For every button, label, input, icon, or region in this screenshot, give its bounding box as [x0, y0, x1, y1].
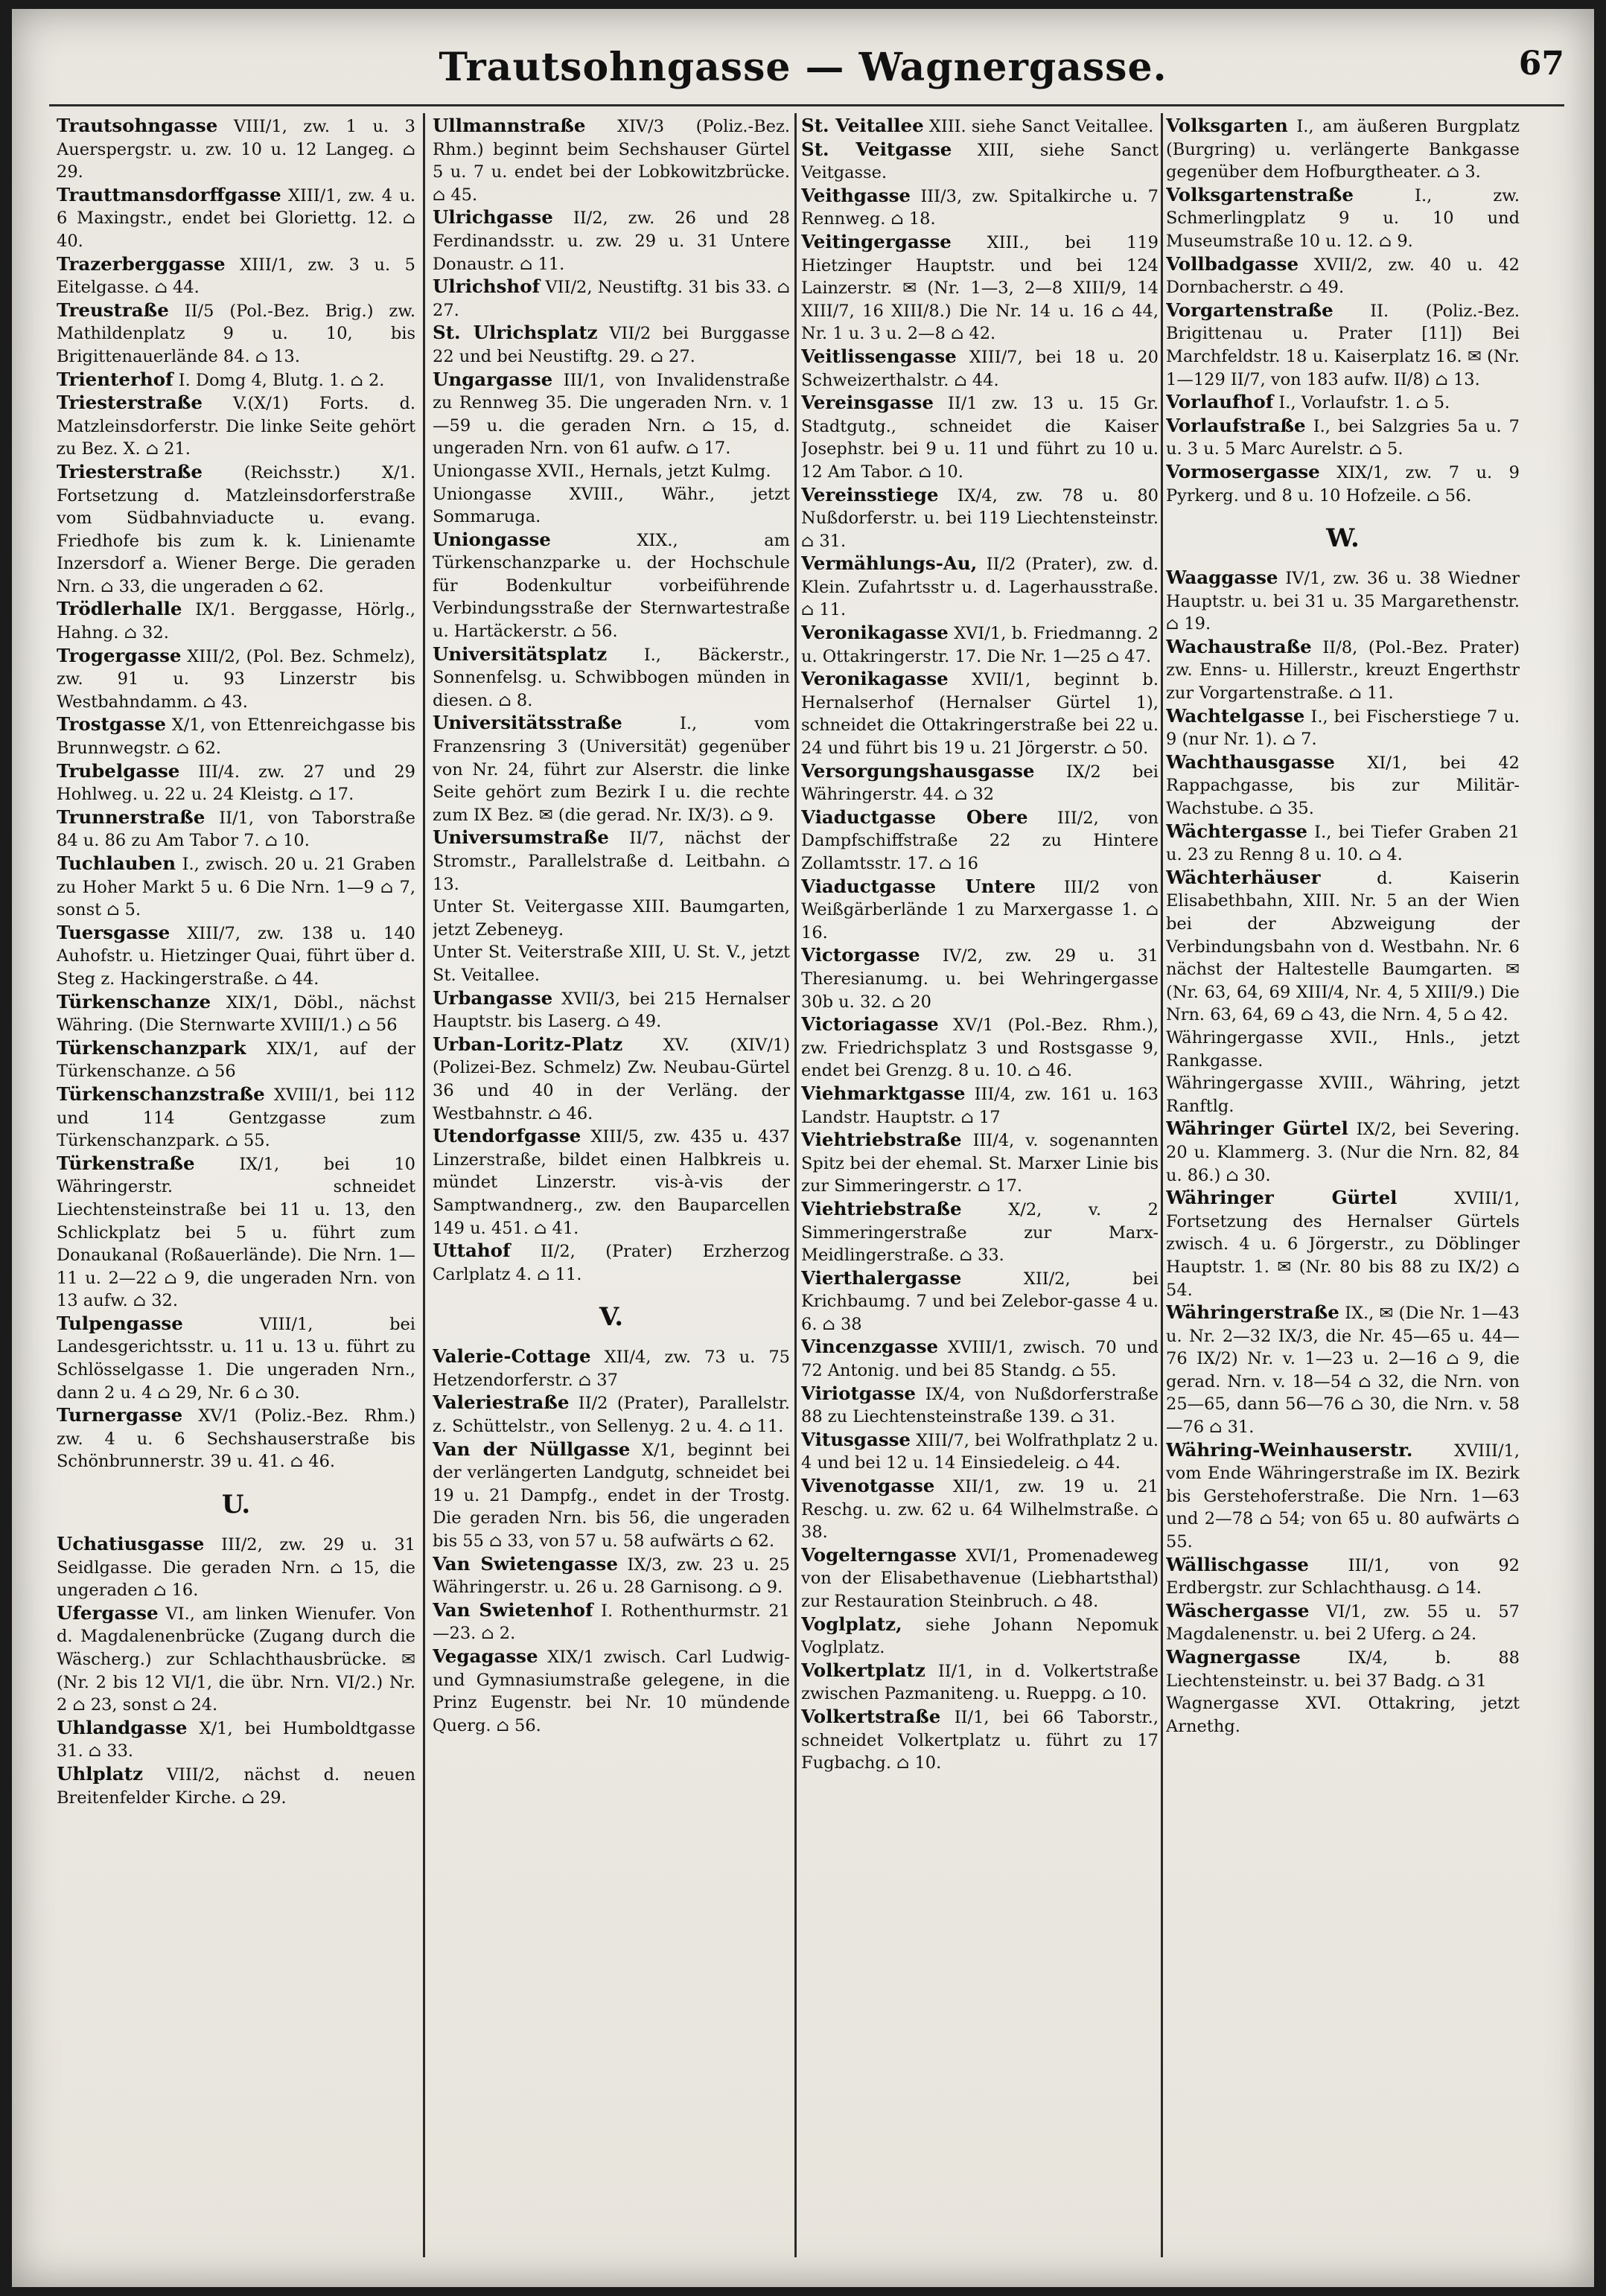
street-name: Vincenzgasse	[801, 1336, 939, 1358]
street-name: Universitätsplatz	[433, 642, 608, 665]
street-entry: Uniongasse XVIII., Währ., jetzt Sommaruga.	[433, 484, 790, 527]
street-name: Veitlissengasse	[801, 345, 957, 367]
street-entry	[1166, 461, 1520, 507]
page-sheet	[12, 9, 1594, 2287]
street-description: IX/4, b. 88 Liechtensteinstr. u. bei 37 Badg. ⌂ 31	[1166, 1648, 1520, 1691]
street-entry	[801, 1129, 1159, 1198]
street-name: Türkenschanze	[57, 990, 211, 1013]
street-description: I., bei Tiefer Graben 21 u. 23 zu Renng 8 u. 10. ⌂ 4.	[1166, 822, 1520, 865]
street-entry	[433, 1553, 790, 1599]
street-name: Triesterstraße	[57, 392, 203, 414]
street-entry	[801, 1429, 1159, 1475]
column-divider	[1161, 113, 1163, 2257]
street-entry	[801, 1198, 1159, 1267]
column-4	[1166, 115, 1520, 2272]
street-name: Währing-Weinhauserstr.	[1166, 1438, 1413, 1461]
street-entry	[1166, 1646, 1520, 1692]
street-description: XIX/1, Döbl., nächst Währing. (Die Sternwarte XVIII/1.) ⌂ 56	[57, 992, 415, 1036]
street-entry	[57, 1404, 415, 1473]
street-entry	[801, 552, 1159, 622]
street-name: Trödlerhalle	[57, 598, 182, 620]
street-description: XIII/7, bei 18 u. 20 Schweizerthalstr. ⌂ 44.	[801, 347, 1159, 390]
street-entry	[433, 1438, 790, 1553]
street-entry	[57, 1152, 415, 1313]
street-entry	[57, 806, 415, 852]
street-entry	[1166, 115, 1520, 184]
street-name: Versorgungshausgasse	[801, 759, 1035, 782]
street-name: Wachtelgasse	[1166, 704, 1305, 727]
street-entry: Wagnergasse XVI. Ottakring, jetzt Arnethg.	[1166, 1694, 1520, 1736]
street-description: XIII/1, zw. 4 u. 6 Maxingstr., endet bei Gloriettg. 12. ⌂ 40.	[57, 185, 415, 251]
street-name: Viaductgasse Obere	[801, 806, 1028, 828]
street-name: Vereinsstiege	[801, 483, 939, 506]
street-name: Voglplatz,	[801, 1613, 902, 1635]
street-name: Urbangasse	[433, 986, 553, 1009]
street-name: Universumstraße	[433, 826, 609, 849]
street-description: XIX/1, zw. 7 u. 9 Pyrkerg. und 8 u. 10 Hofzeile. ⌂ 56.	[1166, 462, 1520, 506]
street-entry	[57, 461, 415, 599]
street-name: Turnergasse	[57, 1404, 183, 1426]
street-entry	[801, 1544, 1159, 1613]
street-name: Ulrichshof	[433, 275, 541, 298]
street-entry	[433, 1345, 790, 1391]
street-name: Universitätsstraße	[433, 712, 622, 734]
street-name: Volksgarten	[1166, 115, 1288, 136]
street-description: XIV/3 (Poliz.-Bez. Rhm.) beginnt beim Sechshauser Gürtel 5 u. 7 u. endet bei der Lobkowitzbrücke. ⌂ 45.	[433, 117, 790, 205]
street-name: Van der Nüllgasse	[433, 1438, 631, 1460]
street-name: Viehtriebstraße	[801, 1197, 962, 1219]
street-name: Währinger Gürtel	[1166, 1117, 1348, 1140]
street-entry: Unter St. Veitergasse XIII. Baumgarten, jetzt Zebeneyg.	[433, 897, 790, 940]
street-name: Urban-Loritz-Platz	[433, 1033, 623, 1055]
street-entry	[801, 231, 1159, 345]
page-number: 67	[1518, 45, 1564, 83]
street-description: IV/2, zw. 29 u. 31 Theresianumg. u. bei Wehringergasse 30b u. 32. ⌂ 20	[801, 946, 1159, 1012]
street-name: Trauttmansdorffgasse	[57, 183, 281, 205]
street-name: Trostgasse	[57, 713, 166, 736]
street-description: XVIII/1, zwisch. 70 und 72 Antonig. und bei 85 Standg. ⌂ 55.	[801, 1338, 1159, 1381]
street-name: Tuersgasse	[57, 921, 171, 943]
street-name: Trunnerstraße	[57, 806, 205, 828]
street-entry	[801, 1613, 1159, 1659]
street-description: III/4. zw. 27 und 29 Hohlweg. u. 22 u. 24 Kleistg. ⌂ 17.	[57, 762, 415, 805]
street-entry	[1166, 1439, 1520, 1554]
street-description: II/7, nächst der Stromstr., Parallelstraße d. Leitbahn. ⌂ 13.	[433, 829, 790, 894]
street-description: III/1, von 92 Erdbergstr. zur Schlachthausg. ⌂ 14.	[1166, 1555, 1520, 1598]
street-description: II/1, in d. Volkertstraße zwischen Pazmaniteng. u. Rueppg. ⌂ 10.	[801, 1661, 1159, 1704]
street-entry	[1166, 1600, 1520, 1646]
street-name: Uniongasse	[433, 528, 551, 550]
street-name: Türkenschanzpark	[57, 1036, 246, 1059]
street-entry	[1166, 253, 1520, 299]
street-name: Vorlaufhof	[1166, 391, 1274, 413]
street-description: II/2 (Prater), zw. d. Klein. Zufahrtsstr u. d. Lagerhausstraße. ⌂ 11.	[801, 555, 1159, 620]
street-description: XIX/1, auf der Türkenschanze. ⌂ 56	[57, 1039, 415, 1082]
street-description: X/1, beginnt bei der verlängerten Landgutg, schneidet bei 19 u. 21 Dampfg., endet in der Trostg. Die geraden Nrn. bis 56, die ungeraden bis 55 ⌂ 33, von 57 u. 58 aufwärts ⌂ 62.	[433, 1440, 790, 1552]
street-name: St. Veitallee	[801, 115, 924, 136]
street-entry	[57, 1083, 415, 1152]
street-name: Wagnergasse	[1166, 1646, 1301, 1668]
street-name: Uttahof	[433, 1240, 511, 1262]
street-entry	[801, 806, 1159, 876]
street-entry	[57, 369, 415, 392]
street-entry	[801, 1336, 1159, 1382]
street-name: Volkertstraße	[801, 1705, 941, 1727]
street-entry	[57, 184, 415, 253]
street-entry	[801, 760, 1159, 806]
street-entry	[57, 991, 415, 1037]
street-entry	[433, 1125, 790, 1240]
street-entry	[1166, 1301, 1520, 1439]
street-entry	[433, 275, 790, 322]
street-description: X/2, v. 2 Simmeringerstraße zur Marx-Meidlingerstraße. ⌂ 33.	[801, 1199, 1159, 1266]
street-name: Vermählungs-Au,	[801, 552, 978, 575]
street-description: II/1 zw. 13 u. 15 Gr. Stadtgutg., schneidet die Kaiser Josephstr. bei 9 u. 11 und führt zu 10 u. 12 Am Tabor. ⌂ 10.	[801, 394, 1159, 482]
section-letter: U.	[221, 1490, 251, 1520]
street-entry	[1166, 391, 1520, 415]
street-description: I. Rothenthurmstr. 21—23. ⌂ 2.	[433, 1601, 790, 1644]
street-description: XII/4, zw. 73 u. 75 Hetzendorferstr. ⌂ 37	[433, 1348, 790, 1390]
street-description: IX/2 bei Währingerstr. 44. ⌂ 32	[801, 762, 1159, 805]
street-name: Viriotgasse	[801, 1382, 916, 1404]
street-description: IX/4, zw. 78 u. 80 Nußdorferstr. u. bei 119 Liechtensteinstr. ⌂ 31.	[801, 485, 1159, 551]
street-entry	[1166, 1117, 1520, 1187]
street-name: Währinger Gürtel	[1166, 1187, 1398, 1209]
street-name: Uchatiusgasse	[57, 1533, 205, 1555]
street-entry	[433, 115, 790, 206]
street-description: XII/1, zw. 19 u. 21 Reschg. u. zw. 62 u. 64 Wilhelmstraße. ⌂ 38.	[801, 1477, 1159, 1543]
street-name: St. Ulrichsplatz	[433, 322, 598, 344]
street-name: Veronikagasse	[801, 622, 949, 644]
street-name: Victorgasse	[801, 944, 920, 966]
column-divider	[794, 113, 797, 2257]
street-description: II/2 (Prater), Parallelstr. z. Schüttelstr., von Sellenyg. 2 u. 4. ⌂ 11.	[433, 1394, 790, 1437]
street-description: I., zwisch. 20 u. 21 Graben zu Hoher Markt 5 u. 6 Die Nrn. 1—9 ⌂ 7, sonst ⌂ 5.	[57, 855, 415, 920]
street-description: I., am äußeren Burgplatz (Burgring) u. verlängerte Bankgasse gegenüber dem Hofburgtheater. ⌂ 3.	[1166, 117, 1520, 182]
street-entry	[57, 713, 415, 759]
street-description: VI., am linken Wienufer. Von d. Magdalenenbrücke (Zugang durch die Wäscherg.) zur Schlachthausbrücke. ✉ (Nr. 2 bis 12 VI/1, die übr. Nrn. VI/2.) Nr. 2 ⌂ 23, sonst ⌂ 24.	[57, 1604, 415, 1715]
street-name: Viaductgasse Untere	[801, 875, 1036, 897]
street-entry	[57, 1533, 415, 1602]
street-description: X/1, von Ettenreichgasse bis Brunnwegstr. ⌂ 62.	[57, 715, 415, 759]
page-title: Trautsohngasse — Wagnergasse.	[439, 45, 1167, 90]
street-description: XI/1, bei 42 Rappachgasse, bis zur Militär-Wachstube. ⌂ 35.	[1166, 753, 1520, 819]
street-entry	[57, 1763, 415, 1809]
street-name: Veitingergasse	[801, 230, 952, 252]
street-entry	[57, 598, 415, 644]
street-entry	[433, 369, 790, 460]
street-name: Viehmarktgasse	[801, 1082, 966, 1104]
street-description: I., bei Fischerstiege 7 u. 9 (nur Nr. 1). ⌂ 7.	[1166, 707, 1520, 750]
column-divider	[423, 113, 425, 2257]
street-description: XII/2, bei Krichbaumg. 7 und bei Zelebor-gasse 4 u. 6. ⌂ 38	[801, 1269, 1159, 1334]
street-name: Veronikagasse	[801, 668, 949, 690]
street-description: IX/1. Berggasse, Hörlg., Hahng. ⌂ 32.	[57, 600, 415, 643]
street-entry	[433, 987, 790, 1033]
street-entry	[433, 1599, 790, 1645]
street-name: Vorlaufstraße	[1166, 414, 1306, 436]
street-description: XIII/7, zw. 138 u. 140 Auhofstr. u. Hietzinger Quai, führt über d. Steg z. Hackingerstraße. ⌂ 44.	[57, 923, 415, 989]
street-description: VII/2, Neustiftg. 31 bis 33. ⌂ 27.	[433, 278, 790, 320]
street-name: Vegagasse	[433, 1645, 538, 1667]
street-description: III/3, zw. Spitalkirche u. 7 Rennweg. ⌂ 18.	[801, 186, 1159, 229]
street-name: Vitusgasse	[801, 1428, 911, 1450]
street-description: XV. (XIV/1) (Polizei-Bez. Schmelz) Zw. Neubau-Gürtel 36 und 40 in der Verläng. der Westbahnstr. ⌂ 46.	[433, 1035, 790, 1123]
street-entry	[433, 1033, 790, 1125]
street-description: I., bei Salzgries 5a u. 7 u. 3 u. 5 Marc Aurelstr. ⌂ 5.	[1166, 416, 1520, 459]
street-description: XIII., bei 119 Hietzinger Hauptstr. und bei 124 Lainzerstr. ✉ (Nr. 1—3, 2—8 XIII/9, 14 XIII/7, 16 XIII/8.) Die Nr. 14 u. 16 ⌂ 44, Nr. 1 u. 3 u. 2—8 ⌂ 42.	[801, 232, 1159, 344]
street-name: Wachthausgasse	[1166, 750, 1335, 773]
street-name: Waaggasse	[1166, 567, 1278, 589]
street-entry	[1166, 184, 1520, 253]
street-description: VI/1, zw. 55 u. 57 Magdalenenstr. u. bei 2 Uferg. ⌂ 24.	[1166, 1601, 1520, 1645]
street-description: siehe Johann Nepomuk Voglplatz.	[801, 1615, 1159, 1658]
street-name: Valerie-Cottage	[433, 1345, 591, 1368]
street-name: Ufergasse	[57, 1601, 159, 1624]
street-description: III/4, zw. 161 u. 163 Landstr. Hauptstr. ⌂ 17	[801, 1084, 1159, 1127]
street-name: Vierthalergasse	[801, 1266, 962, 1289]
street-entry	[801, 1475, 1159, 1544]
street-description: II/1, von Taborstraße 84 u. 86 zu Am Tabor 7. ⌂ 10.	[57, 808, 415, 851]
street-name: Victoriagasse	[801, 1013, 939, 1036]
page-header	[12, 39, 1594, 98]
street-description: XVII/1, beginnt b. Hernalserhof (Hernalser Gürtel 1), schneidet die Ottakringerstraße bei 22 u. 24 und führt bis 19 u. 21 Jörgerstr. ⌂ 50.	[801, 670, 1159, 759]
street-name: Uhlplatz	[57, 1762, 144, 1785]
street-description: III/2 von Weißgärberlände 1 zu Marxergasse 1. ⌂ 16.	[801, 877, 1159, 943]
street-entry	[801, 1659, 1159, 1706]
street-name: Trazerberggasse	[57, 252, 226, 275]
street-entry	[1166, 751, 1520, 820]
street-description: IX., ✉ (Die Nr. 1—43 u. Nr. 2—32 IX/3, die Nr. 45—65 u. 44—76 IX/2) Nr. v. 1—23 u. 2—16 ⌂ 9, die gerad. Nrn. v. 18—54 ⌂ 32, die Nrn. von 25—65, dann 56—76 ⌂ 30, die Nrn. v. 58—76 ⌂ 31.	[1166, 1304, 1520, 1438]
street-entry	[57, 760, 415, 806]
section-letter: V.	[599, 1302, 624, 1333]
street-description: XIII. siehe Sanct Veitallee.	[923, 117, 1154, 136]
street-name: Vorgartenstraße	[1166, 299, 1333, 321]
street-description: XV/1 (Pol.-Bez. Rhm.), zw. Friedrichsplatz 3 und Rostsgasse 9, endet bei Grenzg. 8 u. 10. ⌂ 46.	[801, 1015, 1159, 1081]
street-entry	[433, 1391, 790, 1438]
street-entry	[433, 529, 790, 643]
street-name: Trubelgasse	[57, 759, 180, 782]
street-name: Uhlandgasse	[57, 1716, 188, 1738]
street-name: Treustraße	[57, 299, 169, 321]
street-description: XIX., am Türkenschanzparke u. der Hochschule für Bodenkultur vorbeiführende Verbindungsstraße der Sternwartestraße u. Hartäckerstr. ⌂ 56.	[433, 530, 790, 642]
street-entry	[801, 345, 1159, 392]
street-name: Ullmannstraße	[433, 115, 586, 136]
street-description: III/4, v. sogenannten Spitz bei der ehemal. St. Marxer Linie bis zur Simmeringerstr. ⌂ 17.	[801, 1131, 1159, 1196]
street-description: I., Vorlaufstr. 1. ⌂ 5.	[1273, 393, 1450, 413]
street-description: XVI/1, Promenadeweg von der Elisabethavenue (Liebhartsthal) zur Restauration Steinbruch. ⌂ 48.	[801, 1546, 1159, 1611]
street-entry: Währingergasse XVII., Hnls., jetzt Rankgasse.	[1166, 1027, 1520, 1071]
street-description: XVII/3, bei 215 Hernalser Hauptstr. bis Laserg. ⌂ 49.	[433, 989, 790, 1032]
street-description: II/8, (Pol.-Bez. Prater) zw. Enns- u. Hillerstr., kreuzt Engerthstr zur Vorgartenstraße. ⌂ 11.	[1166, 637, 1520, 704]
street-description: II/1, bei 66 Taborstr., schneidet Volkertplatz u. führt zu 17 Fugbachg. ⌂ 10.	[801, 1707, 1159, 1773]
street-name: Vereinsgasse	[801, 392, 934, 414]
street-entry	[433, 643, 790, 712]
street-name: Van Swietengasse	[433, 1552, 618, 1575]
column-3	[801, 115, 1159, 2272]
street-description: I., Bäckerstr., Sonnenfelsg. u. Schwibbogen münden in diesen. ⌂ 8.	[433, 645, 790, 710]
street-entry	[433, 712, 790, 826]
street-entry	[57, 253, 415, 299]
street-entry	[1166, 705, 1520, 751]
street-name: Volksgartenstraße	[1166, 183, 1354, 205]
street-description: IX/1, bei 10 Währingerstr. schneidet Liechtensteinstraße bei 11 u. 13, den Schlickplatz bei 5 u. führt zum Donaukanal (Roßauerlände). Die Nrn. 1—11 u. 2—22 ⌂ 9, die ungeraden Nrn. von 13 aufw. ⌂ 32.	[57, 1154, 415, 1311]
street-entry	[57, 852, 415, 922]
street-description: VIII/1, bei Landesgerichtsstr. u. 11 u. 13 u. führt zu Schlösselgasse 1. Die ungeraden Nrn., dann 2 u. 4 ⌂ 29, Nr. 6 ⌂ 30.	[57, 1314, 415, 1403]
street-entry	[1166, 636, 1520, 705]
street-description: II/2, (Prater) Erzherzog Carlplatz 4. ⌂ 11.	[433, 1242, 790, 1284]
column-2	[433, 115, 790, 2272]
street-name: Trautsohngasse	[57, 115, 218, 136]
street-name: Van Swietenhof	[433, 1598, 593, 1621]
street-entry	[433, 826, 790, 896]
street-description: II/5 (Pol.-Bez. Brig.) zw. Mathildenplatz 9 u. 10, bis Brigittenauerlände 84. ⌂ 13.	[57, 301, 415, 366]
street-entry	[57, 299, 415, 369]
street-entry	[433, 1240, 790, 1286]
street-entry	[433, 1645, 790, 1737]
street-description: IX/3, zw. 23 u. 25 Währingerstr. u. 26 u. 28 Garnisong. ⌂ 9.	[433, 1554, 790, 1598]
street-description: II/2, zw. 26 und 28 Ferdinandsstr. u. zw. 29 u. 31 Untere Donaustr. ⌂ 11.	[433, 208, 790, 274]
street-description: XIII/2, (Pol. Bez. Schmelz), zw. 91 u. 93 Linzerstr bis Westbahndamm. ⌂ 43.	[57, 646, 415, 712]
street-description: III/1, von Invalidenstraße zu Rennweg 35. Die ungeraden Nrn. v. 1—59 u. die geraden Nrn. ⌂ 15, d. ungeraden Nrn. von 61 aufw. ⌂ 17.	[433, 370, 790, 459]
street-description: IV/1, zw. 36 u. 38 Wiedner Hauptstr. u. bei 31 u. 35 Margarethenstr. ⌂ 19.	[1166, 569, 1520, 634]
street-name: Ulrichgasse	[433, 206, 553, 229]
street-entry	[1166, 415, 1520, 461]
street-entry	[801, 185, 1159, 231]
street-name: Viehtriebstraße	[801, 1129, 962, 1151]
street-description: IX/2, bei Severing. 20 u. Klammerg. 3. (Nur die Nrn. 82, 84 u. 86.) ⌂ 30.	[1166, 1120, 1520, 1185]
header-rule	[49, 104, 1564, 106]
street-name: Trienterhof	[57, 368, 173, 390]
street-entry	[1166, 299, 1520, 391]
street-entry	[57, 1037, 415, 1083]
street-entry: Uniongasse XVII., Hernals, jetzt Kulmg.	[433, 461, 771, 481]
street-name: Ungargasse	[433, 368, 553, 390]
street-entry	[801, 138, 1159, 185]
street-entry: Währingergasse XVIII., Währing, jetzt Ranftlg.	[1166, 1074, 1520, 1116]
street-description: XIII/5, zw. 435 u. 437 Linzerstraße, bildet einen Halbkreis u. mündet Linzerstr. vis-à-vis der Samptwandnerg., zw. den Bauparcellen 149 u. 451. ⌂ 41.	[433, 1127, 790, 1238]
street-description: III/2, zw. 29 u. 31 Seidlgasse. Die geraden Nrn. ⌂ 15, die ungeraden ⌂ 16.	[57, 1535, 415, 1601]
street-name: St. Veitgasse	[801, 138, 952, 160]
street-description: V.(X/1) Forts. d. Matzleinsdorferstr. Die linke Seite gehört zu Bez. X. ⌂ 21.	[57, 394, 415, 459]
street-name: Vogelterngasse	[801, 1543, 957, 1566]
street-name: Triesterstraße	[57, 460, 203, 482]
street-name: Vormosergasse	[1166, 460, 1320, 482]
street-entry	[1166, 820, 1520, 867]
street-entry	[801, 622, 1159, 668]
street-description: XVII/2, zw. 40 u. 42 Dornbacherstr. ⌂ 49.	[1166, 255, 1520, 298]
street-name: Wachaustraße	[1166, 635, 1312, 657]
street-entry	[801, 1383, 1159, 1429]
street-description: X/1, bei Humboldtgasse 31. ⌂ 33.	[57, 1718, 415, 1761]
street-entry	[801, 876, 1159, 945]
street-name: Tuchlauben	[57, 852, 176, 874]
street-entry	[801, 1082, 1159, 1129]
street-description: II. (Poliz.-Bez. Brigittenau u. Prater [11]) Bei Marchfeldstr. 18 u. Kaiserplatz 16. ✉ (Nr. 1—129 II/7, von 183 aufw. II/8) ⌂ 13.	[1166, 301, 1520, 389]
street-description: I. Domg 4, Blutg. 1. ⌂ 2.	[173, 370, 385, 390]
street-name: Türkenstraße	[57, 1152, 195, 1174]
street-name: Wäschergasse	[1166, 1599, 1310, 1621]
street-entry	[801, 392, 1159, 483]
street-name: Volkertplatz	[801, 1659, 925, 1681]
street-name: Trogergasse	[57, 644, 182, 666]
street-entry	[801, 1706, 1159, 1775]
street-name: Währingerstraße	[1166, 1301, 1339, 1324]
street-entry	[801, 1267, 1159, 1336]
street-description: (Reichsstr.) X/1. Fortsetzung d. Matzleinsdorferstraße vom Südbahnviaducte u. evang. Friedhofe bis zum k. k. Linienamte Inzersdorf a. Wiener Berge. Die geraden Nrn. ⌂ 33, die ungeraden ⌂ 62.	[57, 462, 415, 596]
section-letter: W.	[1326, 523, 1360, 554]
street-description: XIII/7, bei Wolfrathplatz 2 u. 4 und bei 12 u. 14 Einsiedeleig. ⌂ 44.	[801, 1430, 1159, 1473]
street-entry	[801, 668, 1159, 759]
street-description: VII/2 bei Burggasse 22 und bei Neustiftg. 29. ⌂ 27.	[433, 324, 790, 366]
street-name: Veithgasse	[801, 184, 911, 206]
street-name: Tulpengasse	[57, 1312, 183, 1334]
street-entry	[1166, 567, 1520, 636]
street-name: Wächtergasse	[1166, 820, 1307, 842]
street-entry	[433, 322, 790, 368]
street-description: XIX/1 zwisch. Carl Ludwig- und Gymnasiumstraße gelegene, in die Prinz Eugenstr. bei Nr. 10 mündende Querg. ⌂ 56.	[433, 1648, 790, 1735]
street-name: Türkenschanzstraße	[57, 1082, 265, 1105]
street-entry	[801, 1013, 1159, 1082]
street-name: Wächterhäuser	[1166, 866, 1321, 888]
street-entry	[57, 392, 415, 461]
street-description: XV/1 (Poliz.-Bez. Rhm.) zw. 4 u. 6 Sechshauserstraße bis Schönbrunnerstr. 39 u. 41. ⌂ 46.	[57, 1406, 415, 1472]
street-entry	[57, 1313, 415, 1404]
street-description: XVIII/1, bei 112 und 114 Gentzgasse zum Türkenschanzpark. ⌂ 55.	[57, 1085, 415, 1151]
street-description: I., zw. Schmerlingplatz 9 u. 10 und Museumstraße 10 u. 12. ⌂ 9.	[1166, 185, 1520, 251]
street-name: Vivenotgasse	[801, 1475, 935, 1497]
street-name: Utendorfgasse	[433, 1125, 581, 1147]
street-name: Valeriestraße	[433, 1391, 570, 1414]
column-1	[57, 115, 415, 2272]
street-description: III/2, von Dampfschiffstraße 22 zu Hintere Zollamtsstr. 17. ⌂ 16	[801, 808, 1159, 873]
street-name: Wällischgasse	[1166, 1553, 1309, 1575]
street-entry	[1166, 867, 1520, 1027]
street-description: d. Kaiserin Elisabethbahn, XIII. Nr. 5 an der Wien bei der Abzweigung der Verbindungsbahn von d. Westbahn. Nr. 6 nächst der Haltestelle Baumgarten. ✉ (Nr. 63, 64, 69 XIII/4, Nr. 4, 5 XIII/9.) Die Nrn. 63, 64, 69 ⌂ 43, die Nrn. 4, 5 ⌂ 42.	[1166, 868, 1520, 1025]
street-entry	[433, 206, 790, 275]
street-description: XIII/1, zw. 3 u. 5 Eitelgasse. ⌂ 44.	[57, 255, 415, 298]
street-description: VIII/2, nächst d. neuen Breitenfelder Kirche. ⌂ 29.	[57, 1764, 415, 1808]
street-description: IX/4, von Nußdorferstraße 88 zu Liechtensteinstraße 139. ⌂ 31.	[801, 1384, 1159, 1427]
street-description: XVI/1, b. Friedmanng. 2 u. Ottakringerstr. 17. Die Nr. 1—25 ⌂ 47.	[801, 624, 1159, 666]
street-entry	[57, 645, 415, 714]
street-description: XIII, siehe Sanct Veitgasse.	[801, 140, 1159, 183]
street-entry	[57, 1717, 415, 1763]
street-entry	[801, 944, 1159, 1013]
street-entry	[1166, 1187, 1520, 1301]
street-entry	[57, 115, 415, 184]
street-name: Vollbadgasse	[1166, 252, 1299, 275]
street-entry: Unter St. Veiterstraße XIII, U. St. V., jetzt St. Veitallee.	[433, 943, 790, 985]
street-entry	[1166, 1554, 1520, 1600]
street-description: I., vom Franzensring 3 (Universität) gegenüber von Nr. 24, führt zur Alserstr. die linke Seite gehört zum Bezirk I u. die rechte zum IX Bez. ✉ (die gerad. Nr. IX/3). ⌂ 9.	[433, 714, 790, 825]
street-entry	[57, 1602, 415, 1717]
street-entry	[801, 115, 1159, 138]
street-description: VIII/1, zw. 1 u. 3 Auerspergstr. u. zw. 10 u. 12 Langeg. ⌂ 29.	[57, 117, 415, 182]
street-description: XVIII/1, Fortsetzung des Hernalser Gürtels zwisch. 4 u. 6 Jörgerstr., zu Döblinger Hauptstr. 1. ✉ (Nr. 80 bis 88 zu IX/2) ⌂ 54.	[1166, 1189, 1520, 1300]
street-entry	[801, 484, 1159, 553]
street-description: XVIII/1, vom Ende Währingerstraße im IX. Bezirk bis Gerstehoferstraße. Die Nrn. 1—63 und 2—78 ⌂ 54; von 65 u. 80 aufwärts ⌂ 55.	[1166, 1441, 1520, 1552]
street-entry	[57, 922, 415, 991]
